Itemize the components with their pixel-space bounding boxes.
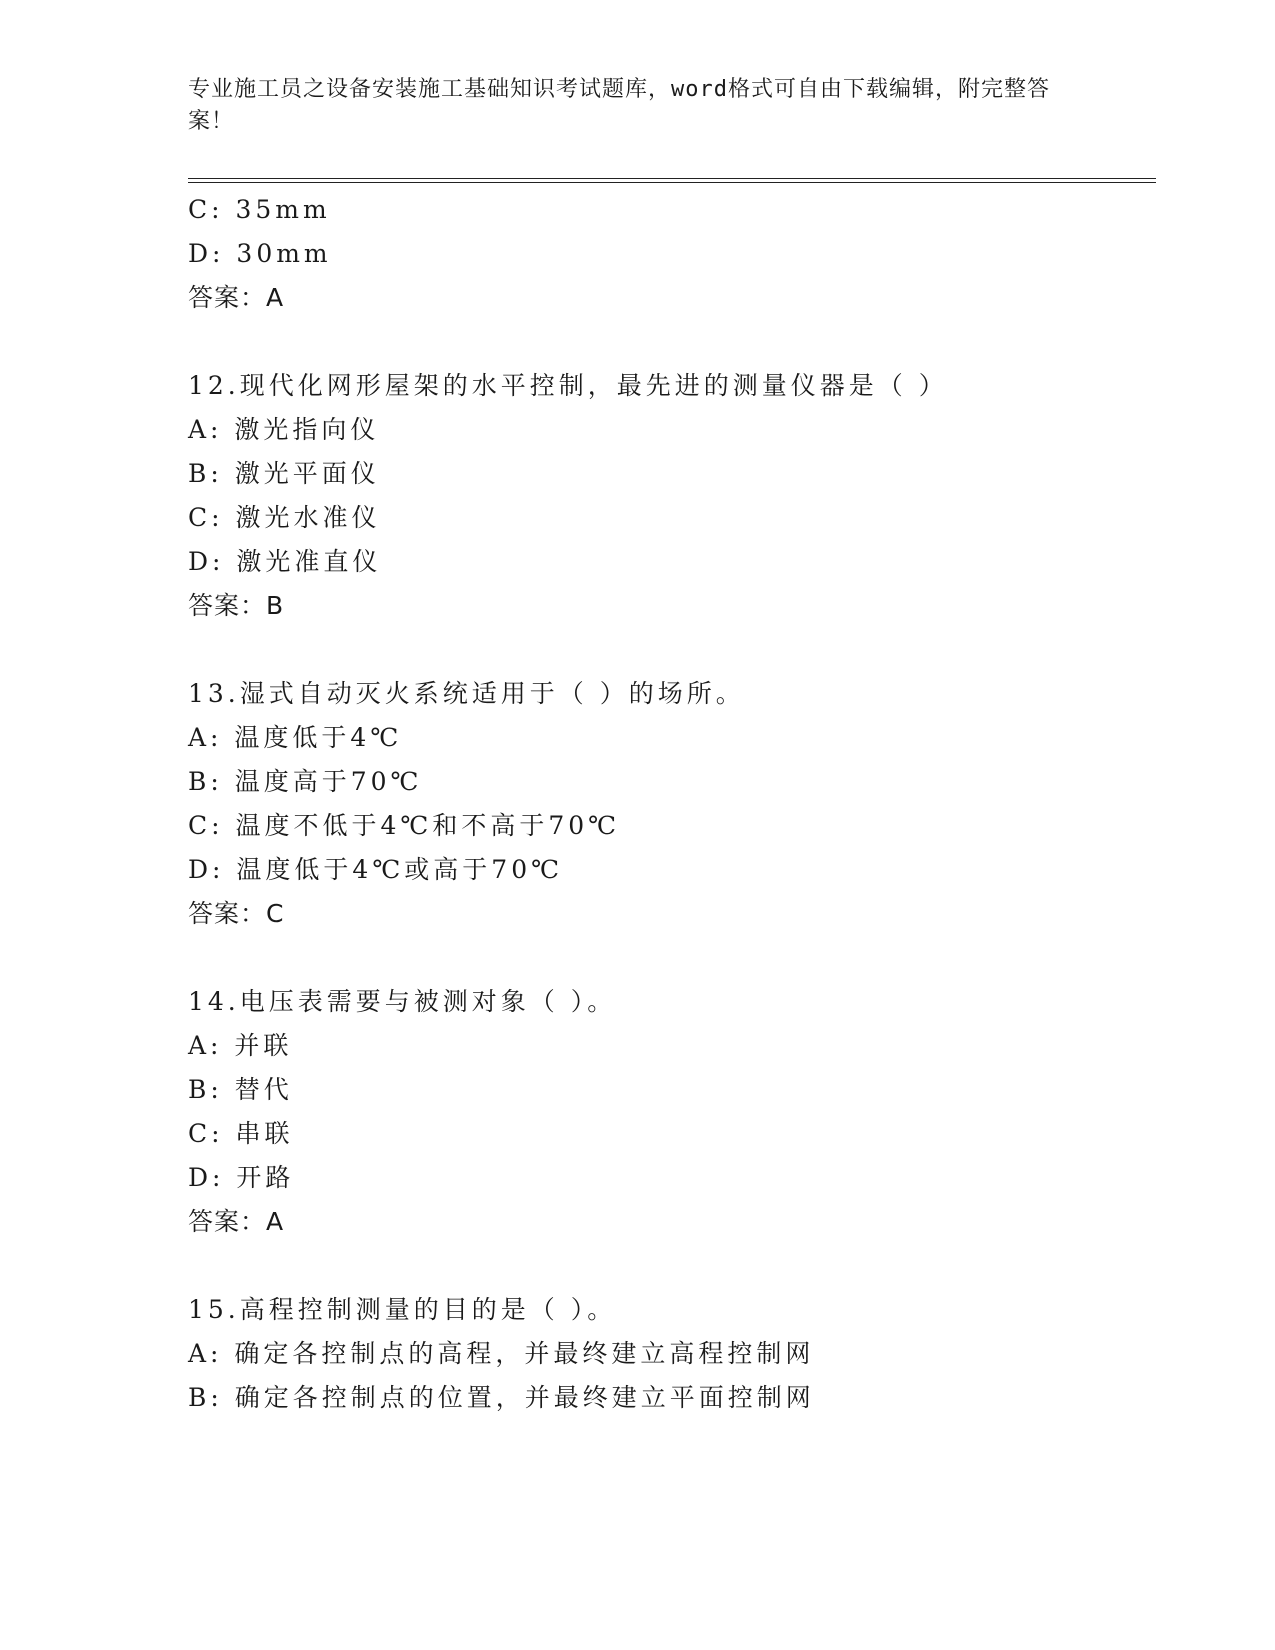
q13-option-c: C: 温度不低于4℃和不高于70℃ bbox=[188, 811, 621, 840]
q14-answer: 答案：A bbox=[188, 1207, 285, 1236]
q15-question: 15.高程控制测量的目的是（ ）。 bbox=[188, 1295, 617, 1324]
q11-option-d: D: 30mm bbox=[188, 239, 332, 268]
q12-option-b: B: 激光平面仪 bbox=[188, 459, 380, 488]
q14-option-c: C: 串联 bbox=[188, 1119, 294, 1148]
q15-option-b: B: 确定各控制点的位置，并最终建立平面控制网 bbox=[188, 1383, 815, 1412]
q13-question: 13.湿式自动灭火系统适用于（ ）的场所。 bbox=[188, 679, 745, 708]
header-divider bbox=[188, 178, 1156, 183]
q12-question: 12.现代化网形屋架的水平控制，最先进的测量仪器是（ ） bbox=[188, 371, 948, 400]
q11-option-c: C: 35mm bbox=[188, 195, 331, 224]
q13-answer: 答案：C bbox=[188, 899, 285, 928]
q14-option-a: A: 并联 bbox=[188, 1031, 293, 1060]
q12-option-a: A: 激光指向仪 bbox=[188, 415, 380, 444]
q14-question: 14.电压表需要与被测对象（ ）。 bbox=[188, 987, 617, 1016]
q13-option-a: A: 温度低于4℃ bbox=[188, 723, 403, 752]
q12-answer: 答案：B bbox=[188, 591, 285, 620]
q13-option-b: B: 温度高于70℃ bbox=[188, 767, 423, 796]
q15-option-a: A: 确定各控制点的高程，并最终建立高程控制网 bbox=[188, 1339, 815, 1368]
q11-answer: 答案：A bbox=[188, 283, 285, 312]
q14-option-b: B: 替代 bbox=[188, 1075, 293, 1104]
q13-option-d: D: 温度低于4℃或高于70℃ bbox=[188, 855, 564, 884]
q12-option-c: C: 激光水准仪 bbox=[188, 503, 381, 532]
q12-option-d: D: 激光准直仪 bbox=[188, 547, 382, 576]
q14-option-d: D: 开路 bbox=[188, 1163, 295, 1192]
document-header: 专业施工员之设备安装施工基础知识考试题库，word格式可自由下载编辑，附完整答案！ bbox=[188, 77, 1050, 134]
